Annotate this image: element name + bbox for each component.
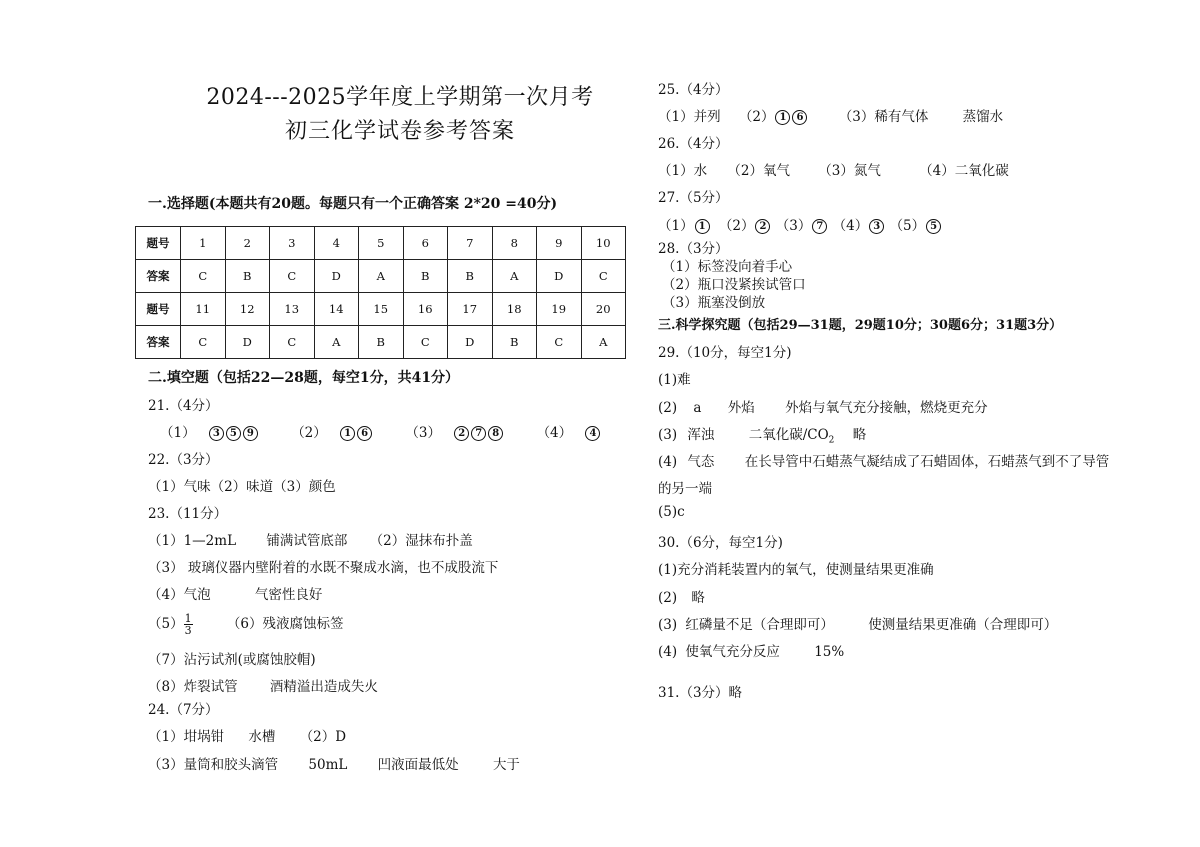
table-cell: 13 [270,293,315,326]
table-cell: 11 [181,293,226,326]
q26-heading: 26.（4分） [658,136,729,152]
circled-number: 9 [243,426,258,441]
table-cell: A [359,260,404,293]
table-cell: 19 [537,293,582,326]
circled-number: 1 [340,426,355,441]
answer-text: （2）D [299,729,347,745]
circled-number: 2 [454,426,469,441]
answer-text: 气态 [687,454,715,470]
fraction-denominator: 3 [184,624,192,637]
table-cell: B [359,326,404,359]
table-cell: C [270,326,315,359]
part-label: （5） [889,218,926,234]
answer-text: 15% [814,644,845,660]
answer-text: （2）湿抹布扑盖 [369,533,473,549]
answer-text: 使测量结果更准确（合理即可） [868,617,1058,633]
circled-group [208,425,259,441]
q22-heading: 22.（3分） [148,452,219,468]
answer-text: 二氧化碳/CO [748,427,829,443]
table-cell: D [314,260,359,293]
q22-line: （1）气味（2）味道（3）颜色 [148,479,336,495]
table-cell: 1 [181,227,226,260]
table-cell: D [225,326,270,359]
q23-line-3 [148,583,322,603]
table-cell: 15 [359,293,404,326]
table-cell: 4 [314,227,359,260]
exam-title: 2024---2025学年度上学期第一次月考 [206,85,594,110]
table-cell: B [492,326,537,359]
circled-number: 6 [357,426,372,441]
fraction [184,613,193,636]
circled-number: 7 [812,219,827,234]
table-cell: D [448,326,493,359]
part-label: （2） [291,425,327,441]
q28-line-3: （3）瓶塞没倒放 [662,295,766,311]
part-label: （4） [536,425,573,441]
circled-number: 3 [209,426,224,441]
q29-line-3 [658,423,866,446]
table-cell: A [492,260,537,293]
q29-line-1: (1)难 [658,372,691,388]
table-cell: 12 [225,293,270,326]
table-cell: 17 [448,293,493,326]
table-cell: 20 [581,293,626,326]
answer-text: （1）坩埚钳 [148,729,225,745]
answer-text: （8）炸裂试管 [148,679,238,695]
table-cell: B [448,260,493,293]
table-cell: D [537,260,582,293]
circled-group [774,109,808,125]
q24-line-1 [148,725,346,745]
table-cell: 6 [403,227,448,260]
q29-line-4 [658,450,1109,470]
answer-text: 酒精溢出造成失火 [269,679,378,695]
q30-line-1: (1)充分消耗装置内的氧气，使测量结果更准确 [658,562,934,578]
subscript: 2 [828,435,835,446]
answer-text: （1）1—2mL [148,533,237,549]
q29-heading: 29.（10分，每空1分) [658,345,792,361]
circled-group [453,425,504,441]
circled-number: 3 [869,219,884,234]
q23-line-4 [148,612,343,636]
q27-line [658,214,942,234]
table-row [136,326,626,359]
answer-text: （4）气泡 [148,587,211,603]
part-label: （1） [658,218,694,234]
part-label: (4) [658,454,678,470]
q26-line [658,159,1009,179]
circled-group [339,425,373,441]
q28-line-2: （2）瓶口没紧挨试管口 [662,277,806,293]
q29-line-6: (5)c [658,504,685,520]
table-cell: 3 [270,227,315,260]
q28-line-1: （1）标签没向着手心 [662,259,793,275]
table-cell: C [581,260,626,293]
answer-text: 铺满试管底部 [266,533,348,549]
section1-heading: 一.选择题(本题共有20题。每题只有一个正确答案 2*20 =40分) [148,196,558,212]
q29-line-2 [658,396,988,416]
table-cell: B [403,260,448,293]
exam-subtitle: 初三化学试卷参考答案 [284,119,515,144]
q24-heading: 24.（7分） [148,702,219,718]
answer-text: （3）量筒和胶头滴管 [148,757,279,773]
part-label: (4) [658,644,678,660]
part-label: （2） [718,218,755,234]
answer-text: 浑浊 [687,427,715,443]
answer-text: a [693,400,702,416]
part-label: （4） [832,218,869,234]
answer-text: 外焰 [727,400,755,416]
table-cell: 9 [537,227,582,260]
fraction-numerator: 1 [184,612,192,625]
q23-heading: 23.（11分） [148,506,228,522]
answer-text: 50mL [308,757,348,773]
table-cell: 7 [448,227,493,260]
q30-line-3 [658,613,1057,633]
q23-line-1 [148,529,473,549]
answer-text: 大于 [492,757,520,773]
table-cell: C [403,326,448,359]
part-label: （2） [738,109,775,125]
q25-heading: 25.（4分） [658,82,729,98]
answer-text: （1）并列 [658,109,721,125]
answer-text: 略 [852,427,867,443]
table-cell: C [537,326,582,359]
answer-text: 使氧气充分反应 [685,644,780,660]
answer-text: 略 [691,590,705,606]
circled-number: 4 [585,426,600,441]
answer-table [135,226,626,359]
table-row [136,227,626,260]
part-label: (3) [658,427,678,443]
answer-text: （5） [148,616,184,632]
row-label: 答案 [136,260,181,293]
table-cell: 5 [359,227,404,260]
table-cell: 10 [581,227,626,260]
part-label: （3） [775,218,812,234]
answer-text: 水槽 [248,729,276,745]
circled-number: 8 [488,426,503,441]
answer-text: 凹液面最低处 [377,757,459,773]
q29-line-5: 的另一端 [658,481,712,497]
answer-text: （4）二氧化碳 [919,163,1009,179]
answer-text: 外焰与氧气充分接触，燃烧更充分 [785,400,988,416]
table-cell: C [181,260,226,293]
q23-line-6 [148,675,378,695]
section2-heading: 二.填空题（包括22—28题，每空1分，共41分） [148,370,460,386]
q21-heading: 21.（4分） [148,398,219,414]
q27-heading: 27.（5分） [658,190,729,206]
circled-number: 7 [471,426,486,441]
q28-heading: 28.（3分） [658,241,729,257]
answer-text: 在长导管中石蜡蒸气凝结成了石蜡固体，石蜡蒸气到不了导管 [744,454,1110,470]
answer-text: （3）氮气 [818,163,881,179]
section3-heading: 三.科学探究题（包括29—31题，29题10分；30题6分；31题3分） [658,318,1063,333]
q23-line-2: （3） 玻璃仪器内壁附着的水既不聚成水滴，也不成股流下 [148,560,499,576]
circled-number: 5 [926,219,941,234]
part-label: (2) [658,590,678,606]
row-label: 题号 [136,227,181,260]
circled-number: 1 [695,219,710,234]
answer-text: 蒸馏水 [962,109,1004,125]
table-row [136,260,626,293]
answer-text: （3）稀有气体 [838,109,929,125]
q30-line-2 [658,586,705,606]
table-cell: 8 [492,227,537,260]
q30-line-4 [658,640,844,660]
q24-line-2 [148,753,520,773]
circled-number: 6 [792,110,807,125]
table-cell: C [181,326,226,359]
answer-text: （1）水 [658,163,708,179]
circled-number: 1 [775,110,790,125]
answer-text: 气密性良好 [254,587,323,603]
circled-number: 2 [755,219,770,234]
q23-line-5: （7）沾污试剂(或腐蚀胶帽) [148,652,316,668]
table-cell: 2 [225,227,270,260]
row-label: 题号 [136,293,181,326]
table-cell: 16 [403,293,448,326]
row-label: 答案 [136,326,181,359]
part-label: （1） [160,425,196,441]
table-row [136,293,626,326]
q30-heading: 30.（6分，每空1分) [658,535,783,551]
q25-line [658,105,1003,125]
part-label: （3） [405,425,441,441]
q31-line: 31.（3分）略 [658,685,743,701]
table-cell: A [581,326,626,359]
q21-answers [160,421,601,441]
table-cell: 18 [492,293,537,326]
answer-text: （2）氧气 [727,163,790,179]
table-cell: B [225,260,270,293]
circled-group [584,425,601,441]
part-label: (2) [658,400,678,416]
table-cell: 14 [314,293,359,326]
answer-text: 红磷量不足（合理即可） [685,617,834,633]
table-cell: A [314,326,359,359]
table-cell: C [270,260,315,293]
answer-text: （6）残液腐蚀标签 [226,616,344,632]
circled-number: 5 [226,426,241,441]
part-label: (3) [658,617,678,633]
